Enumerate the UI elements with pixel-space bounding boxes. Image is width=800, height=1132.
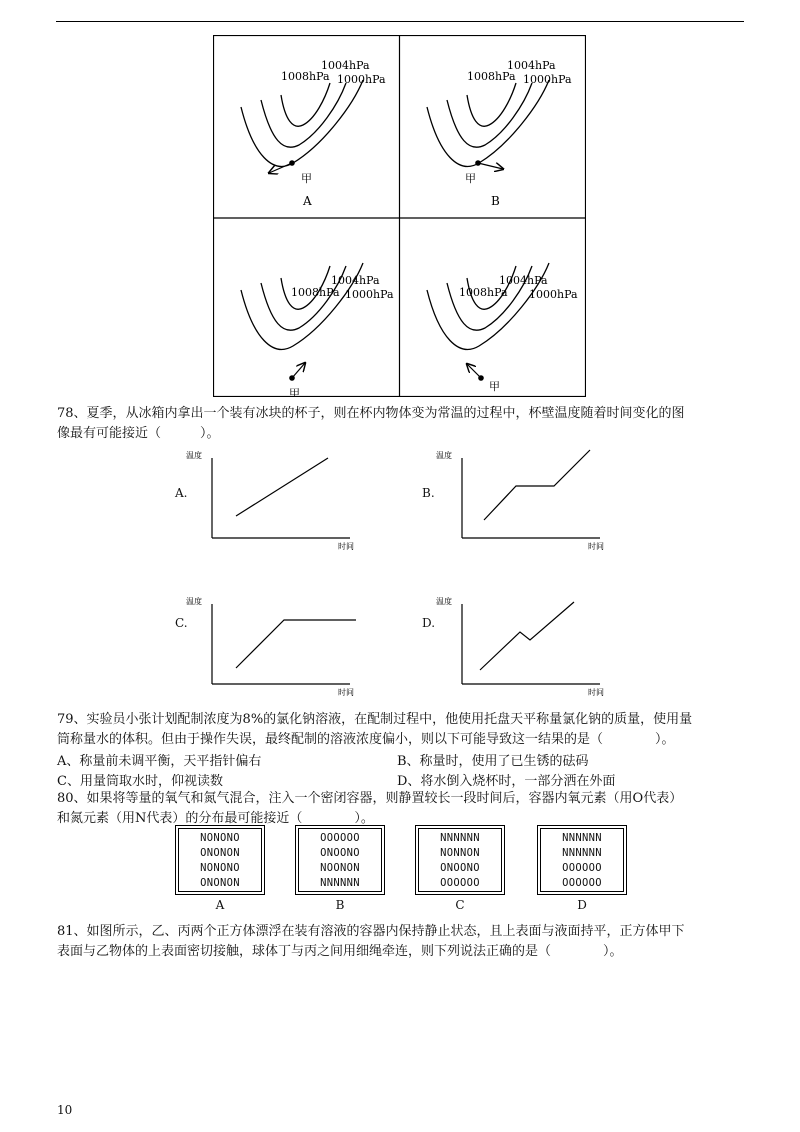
label-1008hpa: 1008hPa (291, 286, 340, 299)
box-row: NOONON (320, 862, 360, 874)
graph-a-line (236, 458, 328, 516)
isobar-figure-svg (213, 35, 586, 397)
box-row: NONONO (200, 832, 240, 844)
isobar-panel-d (427, 263, 578, 397)
molecule-box-d (540, 828, 624, 912)
question-81-line2: 表面与乙物体的上表面密切接触，球体丁与丙之间用细绳牵连，则下列说法正确的是（ ）。 (57, 944, 623, 959)
question-79-line2: 筒称量水的体积。但由于操作失误，最终配制的溶液浓度偏小，则以下可能导致这一结果的是（ ）。 (57, 732, 675, 747)
q79-choice-a: A、称量前未调平衡，天平指针偏右 (57, 754, 262, 769)
graph-d-ylabel: 温度 (436, 597, 452, 606)
graph-a (186, 448, 370, 562)
question-78-line2: 像最有可能接近（ ）。 (57, 426, 220, 441)
question-79-line1: 79、实验员小张计划配制浓度为8%的氯化钠溶液，在配制过程中，他使用托盘天平称量氯化钠的质量，使用量 (57, 712, 693, 727)
graph-d-letter: D. (422, 616, 436, 630)
molecule-box-a (178, 828, 262, 912)
isobar-1008 (241, 80, 363, 166)
label-jia: 甲 (465, 172, 476, 185)
box-letter: B (335, 898, 345, 912)
box-row: NNNNNN (562, 847, 602, 859)
label-1004hpa: 1004hPa (499, 274, 548, 287)
label-1008hpa: 1008hPa (467, 70, 516, 83)
box-row: OOOOOO (562, 862, 602, 874)
box-letter: D (577, 898, 587, 912)
question-81-line1: 81、如图所示，乙、丙两个正方体漂浮在装有溶液的容器内保持静止状态，且上表面与液面持平，正方体甲下 (57, 924, 685, 939)
isobar-figure (213, 35, 586, 397)
question-79 (57, 710, 692, 750)
molecule-box-c (418, 828, 502, 912)
graph-d (436, 594, 620, 708)
box-row: ONOONO (440, 862, 480, 874)
graph-a-xlabel: 时间 (338, 542, 354, 551)
graph-c-ylabel: 温度 (186, 597, 202, 606)
wind-arrow (478, 163, 503, 169)
box-row: OOOOOO (562, 877, 602, 889)
wind-arrow (467, 364, 481, 378)
q79-choice-b: B、称量时，使用了已生锈的砝码 (397, 754, 589, 769)
isobar-1004 (261, 83, 346, 147)
box-row: ONONON (200, 877, 240, 889)
graph-c (186, 594, 370, 708)
box-row: NNNNNN (440, 832, 480, 844)
graph-d-xlabel: 时间 (588, 688, 604, 697)
graph-d-line (480, 602, 574, 670)
panel-letter: B (491, 194, 500, 208)
box-row: NNNNNN (562, 832, 602, 844)
page-number: 10 (57, 1103, 73, 1117)
box-row: ONOONO (320, 847, 360, 859)
isobar-1008 (427, 80, 549, 166)
label-1008hpa: 1008hPa (459, 286, 508, 299)
label-jia: 甲 (301, 172, 312, 185)
label-1000hpa: 1000hPa (337, 73, 386, 86)
graph-c-letter: C. (175, 616, 188, 630)
graph-b-xlabel: 时间 (588, 542, 604, 551)
isobar-panel-b (427, 59, 572, 208)
isobar-1000 (467, 83, 516, 126)
question-78-line1: 78、夏季，从冰箱内拿出一个装有冰块的杯子，则在杯内物体变为常温的过程中，杯壁温度随着时间变化的图 (57, 406, 685, 421)
label-1004hpa: 1004hPa (507, 59, 556, 72)
box-row: ONONON (200, 847, 240, 859)
isobar-1004 (447, 83, 532, 147)
box-row: NONONO (200, 862, 240, 874)
graph-a-ylabel: 温度 (186, 451, 202, 460)
graph-c-xlabel: 时间 (338, 688, 354, 697)
panel-letter: A (303, 194, 312, 208)
box-row: OOOOOO (440, 877, 480, 889)
graph-b-ylabel: 温度 (436, 451, 452, 460)
box-row: NNNNNN (320, 877, 360, 889)
graph-b (436, 448, 620, 562)
isobar-panel-c (241, 263, 394, 397)
molecule-box-b (298, 828, 382, 912)
box-row: NONNON (440, 847, 480, 859)
header-rule (56, 21, 744, 22)
label-1000hpa: 1000hPa (523, 73, 572, 86)
box-letter: C (455, 898, 465, 912)
box-letter: A (215, 898, 225, 912)
question-80-line1: 80、如果将等量的氧气和氮气混合，注入一个密闭容器，则静置较长一段时间后，容器内氧元素（用O代表） (57, 791, 683, 806)
graph-b-letter: B. (422, 486, 435, 500)
q79-choice-c: C、用量筒取水时，仰视读数 (57, 774, 223, 789)
graph-b-line (484, 450, 590, 520)
label-jia: 甲 (289, 387, 300, 397)
graph-a-letter: A. (175, 486, 188, 500)
label-1004hpa: 1004hPa (331, 274, 380, 287)
question-78 (57, 404, 685, 444)
q79-choice-d: D、将水倒入烧杯时，一部分洒在外面 (397, 774, 616, 789)
isobar-panel-a (241, 59, 386, 208)
question-81 (57, 922, 685, 962)
label-1008hpa: 1008hPa (281, 70, 330, 83)
graph-c-line (236, 620, 356, 668)
wind-arrow (292, 363, 305, 378)
isobar-1000 (281, 83, 330, 126)
box-row: OOOOOO (320, 832, 360, 844)
label-jia: 甲 (489, 380, 500, 393)
label-1004hpa: 1004hPa (321, 59, 370, 72)
question-80 (57, 789, 682, 829)
label-1000hpa: 1000hPa (345, 288, 394, 301)
label-1000hpa: 1000hPa (529, 288, 578, 301)
question-80-line2: 和氮元素（用N代表）的分布最可能接近（ ）。 (57, 811, 374, 826)
